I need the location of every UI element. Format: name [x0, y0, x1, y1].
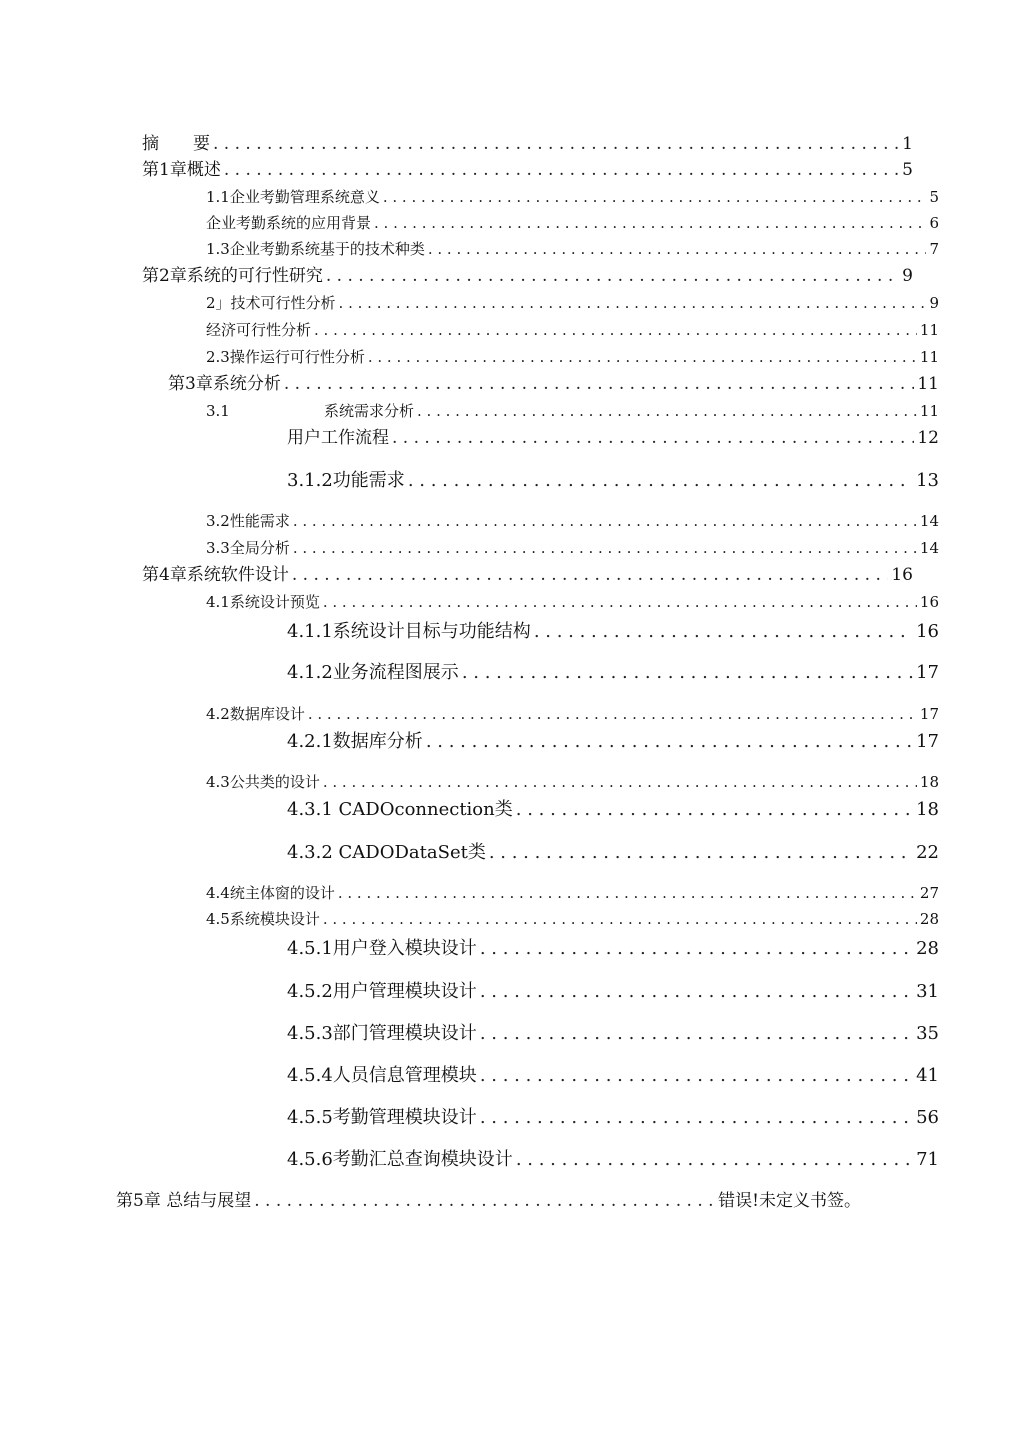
- dot-leader: [374, 216, 926, 231]
- dot-leader: [534, 623, 913, 641]
- toc-entry-label: 4.5.5考勤管理模块设计: [287, 1107, 477, 1128]
- toc-entry-page: 11: [919, 402, 939, 420]
- toc-entry-page: 35: [916, 1023, 939, 1044]
- toc-entry-label: 4.5.1用户登入模块设计: [287, 938, 477, 959]
- toc-entry-page: 56: [916, 1107, 939, 1128]
- toc-entry-page: 7: [929, 240, 939, 258]
- toc-entry[interactable]: [206, 707, 939, 722]
- toc-entry[interactable]: [206, 350, 939, 365]
- dot-leader: [254, 1193, 715, 1210]
- toc-entry-label-text: 系统需求分析: [324, 402, 415, 420]
- toc-entry[interactable]: [206, 404, 939, 419]
- toc-entry-label: 4.1.1系统设计目标与功能结构: [287, 621, 531, 642]
- toc-entry-label: 4.5.3部门管理模块设计: [287, 1023, 477, 1044]
- toc-entry-page: 16: [919, 593, 939, 611]
- dot-leader: [338, 886, 917, 901]
- toc-entry-label: 经济可行性分析: [206, 321, 312, 339]
- dot-leader: [224, 162, 899, 179]
- toc-entry-page: 1: [902, 134, 913, 154]
- toc-entry-page: 17: [916, 662, 939, 683]
- toc-entry[interactable]: [287, 844, 939, 862]
- dot-leader: [308, 707, 917, 722]
- toc-entry-label: 摘 要: [142, 134, 210, 154]
- toc-entry-page: 9: [929, 294, 939, 312]
- dot-leader: [428, 242, 927, 257]
- toc-entry-label: 第2章系统的可行性研究: [142, 266, 323, 286]
- toc-entry-label: 4.5.2用户管理模块设计: [287, 981, 477, 1002]
- toc-entry[interactable]: [116, 1193, 861, 1210]
- toc-entry[interactable]: [206, 595, 939, 610]
- toc-entry-label: 4.1系统设计预览: [206, 593, 320, 611]
- toc-entry-label: 第4章系统软件设计: [142, 565, 289, 585]
- dot-leader: [480, 1067, 913, 1085]
- toc-entry-label: 4.3公共类的设计: [206, 773, 320, 791]
- toc-entry-label: 2.3操作运行可行性分析: [206, 348, 365, 366]
- toc-entry-page: 22: [916, 842, 939, 863]
- toc-entry[interactable]: [287, 1109, 939, 1127]
- toc-entry[interactable]: [142, 567, 913, 584]
- toc-entry-label: 4.2数据库设计: [206, 705, 305, 723]
- toc-entry[interactable]: [206, 886, 939, 901]
- toc-entry-page: 11: [919, 321, 939, 339]
- toc-entry[interactable]: [287, 664, 939, 682]
- toc-entry-page: 31: [916, 981, 939, 1002]
- toc-entry-page: 17: [916, 731, 939, 752]
- toc-entry-page: 41: [916, 1065, 939, 1086]
- toc-entry[interactable]: [287, 801, 939, 819]
- toc-entry-label: 2」技术可行性分析: [206, 294, 336, 312]
- toc-entry-label: 第1章概述: [142, 160, 221, 180]
- toc-entry-label: 4.5系统模块设计: [206, 910, 320, 928]
- toc-entry[interactable]: [287, 430, 939, 447]
- toc-entry-label: 4.1.2业务流程图展示: [287, 662, 459, 683]
- toc-entry-page: 13: [916, 470, 939, 491]
- toc-entry[interactable]: [287, 940, 939, 958]
- toc-entry-label: 1.3企业考勤系统基于的技术种类: [206, 240, 425, 258]
- toc-entry-label: 3.1.2功能需求: [287, 470, 405, 491]
- toc-entry-page: 16: [891, 565, 913, 585]
- toc-entry-label: 4.2.1数据库分析: [287, 731, 423, 752]
- toc-entry[interactable]: [287, 623, 939, 641]
- dot-leader: [284, 376, 915, 393]
- dot-leader: [323, 912, 917, 927]
- toc-entry-label: 1.1企业考勤管理系统意义: [206, 188, 380, 206]
- toc-entry[interactable]: [206, 514, 939, 529]
- dot-leader: [392, 430, 914, 447]
- toc-entry-page: 11: [919, 348, 939, 366]
- dot-leader: [516, 801, 913, 819]
- toc-entry[interactable]: [206, 216, 939, 231]
- toc-entry-page: 18: [916, 799, 939, 820]
- dot-leader: [368, 350, 917, 365]
- toc-entry-page: 17: [919, 705, 939, 723]
- toc-entry-label: 4.3.2 CADODataSet类: [287, 842, 486, 863]
- toc-entry[interactable]: [287, 1067, 939, 1085]
- toc-entry-label: 第3章系统分析: [168, 374, 281, 394]
- toc-entry-label: 4.5.6考勤汇总查询模块设计: [287, 1149, 513, 1170]
- toc-entry-page: 错误!未定义书签。: [718, 1191, 861, 1211]
- toc-entry-label: 3.3全局分析: [206, 539, 290, 557]
- toc-entry-page: 14: [919, 539, 939, 557]
- dot-leader: [213, 136, 899, 153]
- dot-leader: [480, 983, 913, 1001]
- dot-leader: [339, 296, 927, 311]
- toc-entry[interactable]: [287, 472, 939, 490]
- toc-entry-page: 11: [917, 374, 939, 394]
- toc-entry-page: 28: [916, 938, 939, 959]
- dot-leader: [516, 1151, 913, 1169]
- toc-entry-page: 5: [902, 160, 913, 180]
- dot-leader: [408, 472, 913, 490]
- toc-entry[interactable]: [142, 136, 913, 153]
- dot-leader: [383, 190, 927, 205]
- toc-entry[interactable]: [287, 1025, 939, 1043]
- toc-entry-page: 16: [916, 621, 939, 642]
- toc-entry-label: 第5章 总结与展望: [116, 1191, 252, 1211]
- dot-leader: [426, 733, 913, 751]
- dot-leader: [323, 775, 917, 790]
- dot-leader: [480, 1109, 913, 1127]
- toc-entry-label: 4.5.4人员信息管理模块: [287, 1065, 477, 1086]
- dot-leader: [480, 940, 913, 958]
- toc-entry-page: 27: [919, 884, 939, 902]
- toc-entry-page: 28: [919, 910, 939, 928]
- dot-leader: [292, 567, 889, 584]
- dot-leader: [462, 664, 913, 682]
- toc-entry-label: 企业考勤系统的应用背景: [206, 214, 372, 232]
- dot-leader: [326, 268, 899, 285]
- toc-entry-page: 18: [919, 773, 939, 791]
- toc-entry-page: 14: [919, 512, 939, 530]
- toc-entry[interactable]: [206, 242, 939, 257]
- dot-leader: [323, 595, 917, 610]
- toc-entry[interactable]: [168, 376, 939, 393]
- dot-leader: [293, 514, 917, 529]
- toc-entry[interactable]: [206, 912, 939, 927]
- dot-leader: [417, 404, 917, 419]
- toc-entry-label: 用户工作流程: [287, 428, 389, 448]
- toc-entry[interactable]: [142, 162, 913, 179]
- toc-entry-label: 4.3.1 CADOconnection类: [287, 799, 513, 820]
- dot-leader: [480, 1025, 913, 1043]
- dot-leader: [314, 323, 917, 338]
- toc-entry[interactable]: [287, 983, 939, 1001]
- toc-entry-page: 71: [916, 1149, 939, 1170]
- toc-entry[interactable]: [287, 733, 939, 751]
- toc-entry[interactable]: [206, 775, 939, 790]
- toc-entry-page: 12: [917, 428, 939, 448]
- toc-entry-label: 4.4统主体窗的设计: [206, 884, 335, 902]
- toc-entry[interactable]: [206, 541, 939, 556]
- dot-leader: [293, 541, 917, 556]
- toc-entry-page: 5: [929, 188, 939, 206]
- toc-entry-label: 3.2性能需求: [206, 512, 290, 530]
- toc-entry-page: 9: [902, 266, 913, 286]
- dot-leader: [489, 844, 913, 862]
- toc-entry[interactable]: [206, 190, 939, 205]
- toc-entry[interactable]: [142, 268, 913, 285]
- toc-entry[interactable]: [287, 1151, 939, 1169]
- toc-entry[interactable]: [206, 296, 939, 311]
- toc-entry-page: 6: [929, 214, 939, 232]
- toc-entry-label: 3.1: [206, 402, 230, 420]
- toc-entry[interactable]: [206, 323, 939, 338]
